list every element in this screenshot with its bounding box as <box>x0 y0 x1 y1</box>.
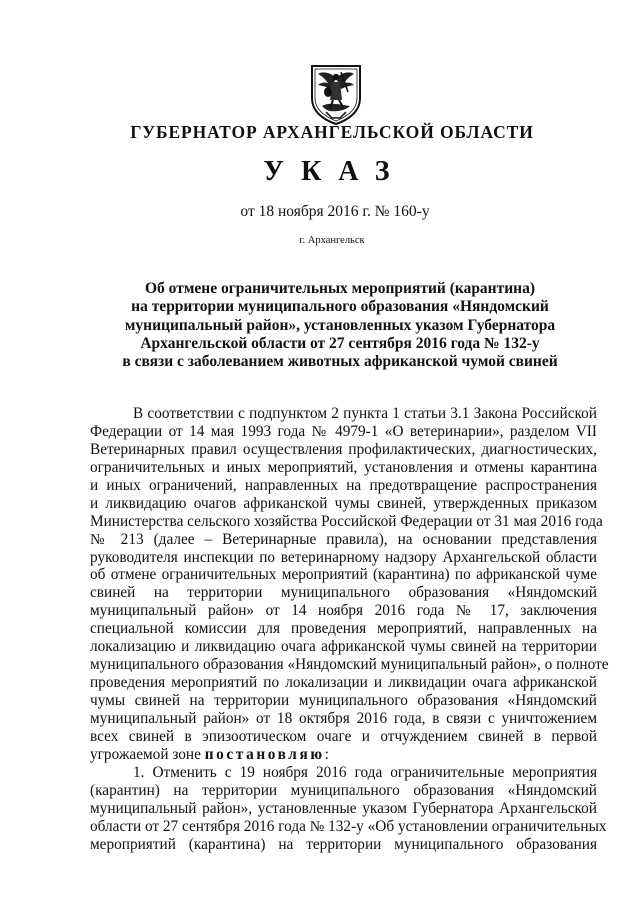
body-line: локализацию и ликвидацию очага африканской чумы свиней на территории <box>90 638 597 656</box>
body-line: об отмене ограничительных мероприятий (карантина) по африканской чуме <box>90 566 597 584</box>
body-line: муниципальный район» от 18 октября 2016 года, в связи с уничтожением <box>90 709 597 727</box>
body-line: руководителя инспекции по ветеринарному надзору Архангельской области <box>90 548 597 566</box>
decree-word: постановляю <box>204 745 325 763</box>
decree-operative-line <box>90 746 597 764</box>
body-line: свиней на территории муниципального образования «Няндомский <box>90 584 597 602</box>
body-line: Федерации от 14 мая 1993 года № 4979-1 «О ветеринарии», разделом VII <box>90 422 597 440</box>
body-line: Министерства сельского хозяйства Российской Федерации от 31 мая 2016 года <box>90 512 603 530</box>
body-line: и иных ограничений, направленных на предотвращение распространения <box>90 476 597 494</box>
governor-title: ГУБЕРНАТОР АРХАНГЕЛЬСКОЙ ОБЛАСТИ <box>130 122 534 142</box>
subject-line: Архангельской области от 27 сентября 2016 года № 132-у <box>140 334 540 352</box>
item-1-line: (карантин) на территории муниципального образования «Няндомский <box>90 781 597 799</box>
decree-subject <box>90 280 590 371</box>
body-line: № 213 (далее – Ветеринарные правила), на основании представления <box>90 530 597 548</box>
body-line: В соответствии с подпунктом 2 пункта 1 статьи 3.1 Закона Российской <box>133 405 597 422</box>
item-1-line: 1. Отменить с 19 ноября 2016 года ограничительные мероприятия <box>133 763 597 781</box>
body-line: муниципальный район» от 14 ноября 2016 года № 17, заключения <box>90 602 597 620</box>
document-type-heading: УКАЗ <box>263 156 407 187</box>
document-date-number: от 18 ноября 2016 г. № 160-у <box>240 203 430 220</box>
decree-suffix: : <box>324 745 329 763</box>
body-line: чумы свиней на территории муниципального образования «Няндомский <box>90 692 597 709</box>
subject-line: на территории муниципального образования «Няндомский <box>131 298 549 316</box>
body-line: муниципального образования «Няндомский муниципальный район», о полноте <box>90 656 609 674</box>
item-1-line: муниципальный район», установленные указом Губернатора Архангельской <box>90 799 597 817</box>
subject-line: муниципальный район», установленных указом Губернатора <box>124 316 556 334</box>
subject-line: Об отмене ограничительных мероприятий (карантина) <box>144 280 536 297</box>
body-line: всех свиней в эпизоотическом очаге и отчуждением свиней в первой <box>90 727 597 745</box>
body-line: специальной комиссии для проведения мероприятий, направленных на <box>90 620 597 638</box>
archangel-michael-coat-of-arms-icon <box>308 62 364 126</box>
item-1-line: мероприятий (карантина) на территории муниципального образования <box>90 835 597 853</box>
subject-line: в связи с заболеванием животных африканской чумой свиней <box>122 353 558 371</box>
item-1-line: области от 27 сентября 2016 года № 132-у «Об установлении ограничительных <box>90 817 607 835</box>
body-line: Ветеринарных правил осуществления профилактических, диагностических, <box>90 440 597 458</box>
decree-prefix: угрожаемой зоне <box>90 745 205 763</box>
decree-body <box>90 405 609 853</box>
body-line: и ликвидацию очагов африканской чумы свиней, утвержденных приказом <box>90 494 597 512</box>
body-line: проведения мероприятий по локализации и ликвидации очага африканской <box>90 674 597 692</box>
body-line: ограничительных и иных мероприятий, установления и отмены карантина <box>90 458 597 476</box>
document-city: г. Архангельск <box>299 235 365 246</box>
